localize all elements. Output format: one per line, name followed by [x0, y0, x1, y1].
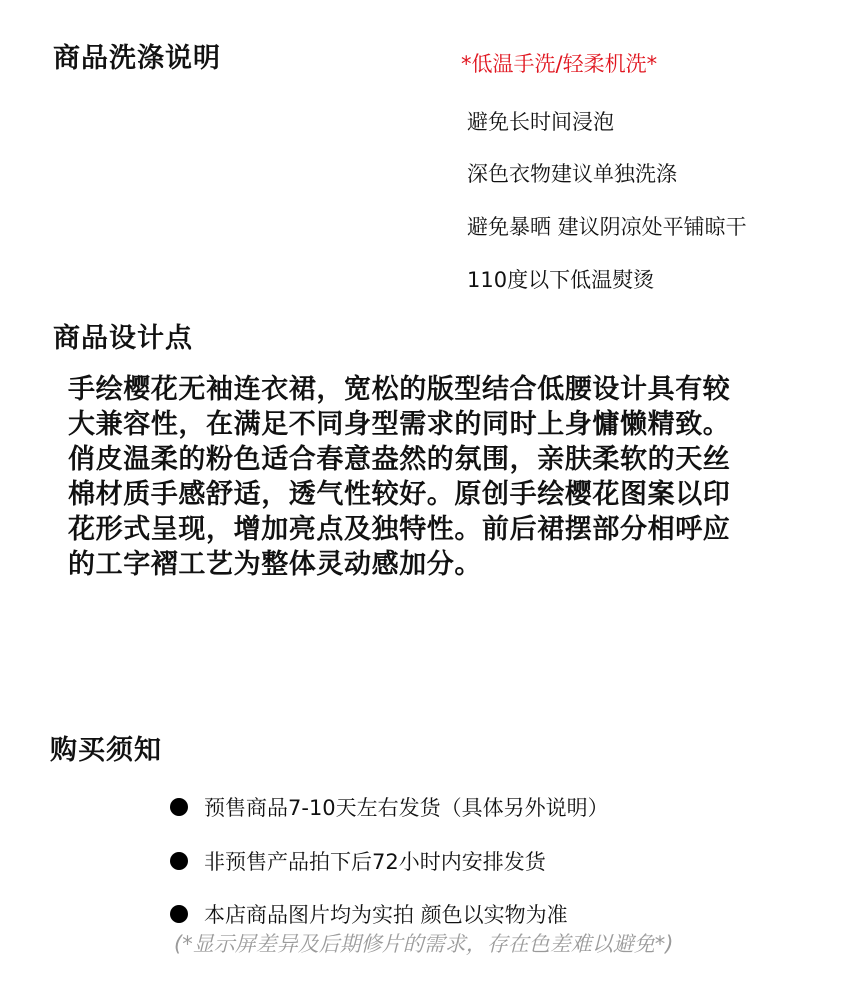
notice-section-title: 购买须知: [50, 735, 162, 766]
notice-item: [170, 792, 609, 822]
bullet-icon: [170, 852, 188, 870]
notice-item-text: 非预售产品拍下后72小时内安排发货: [204, 850, 546, 874]
notice-item-text: 本店商品图片均为实拍 颜色以实物为准: [204, 903, 568, 927]
notice-item: [170, 899, 568, 929]
wash-section-title: 商品洗涤说明: [53, 43, 221, 74]
wash-highlight: *低温手洗/轻柔机洗*: [461, 52, 658, 76]
notice-item-text: 预售商品7-10天左右发货（具体另外说明）: [204, 796, 609, 820]
wash-item: 深色衣物建议单独洗涤: [467, 162, 677, 186]
wash-item: 110度以下低温熨烫: [467, 268, 655, 292]
notice-footnote: (*显示屏差异及后期修片的需求，存在色差难以避免*): [174, 932, 674, 956]
design-section-title: 商品设计点: [53, 323, 193, 354]
bullet-icon: [170, 798, 188, 816]
bullet-icon: [170, 905, 188, 923]
wash-item: 避免暴晒 建议阴凉处平铺晾干: [467, 215, 747, 239]
design-description: 手绘樱花无袖连衣裙，宽松的版型结合低腰设计具有较 大兼容性，在满足不同身型需求的同时上身慵懒精致。 俏皮温柔的粉色适合春意盎然的氛围，亲肤柔软的天丝 棉材质手感舒适，透气性较好。原创手绘樱花图案以印 花形式呈现，增加亮点及独特性。前后裙摆部分相呼应 的工字褶工艺为整体灵动感加分。: [68, 374, 731, 580]
notice-item: [170, 846, 546, 876]
wash-item: 避免长时间浸泡: [467, 110, 614, 134]
